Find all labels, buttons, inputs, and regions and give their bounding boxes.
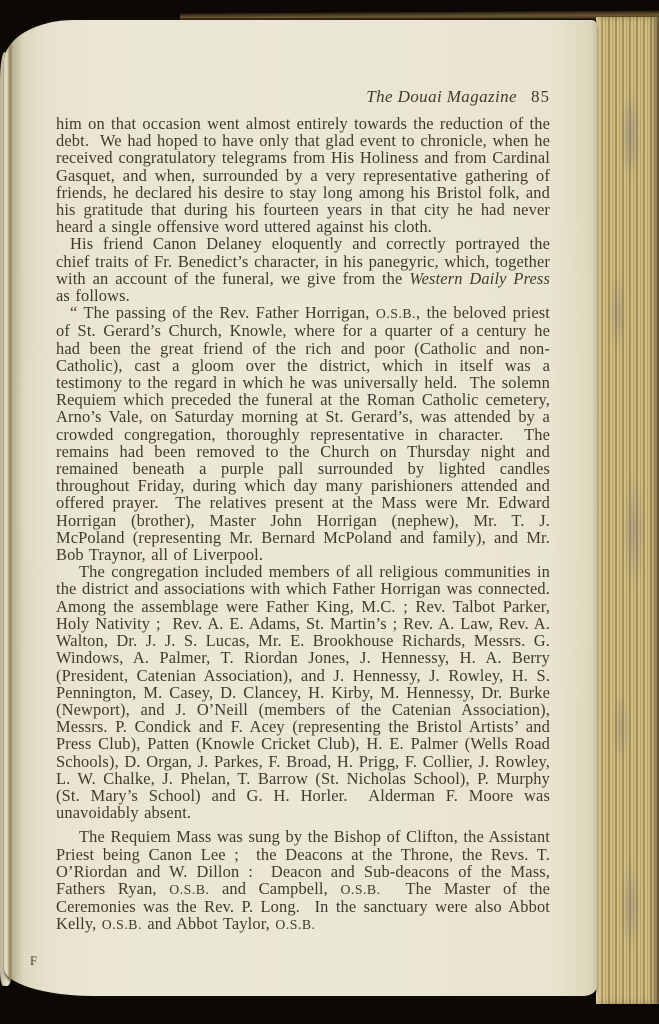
body-text-run: as follows. xyxy=(56,268,556,306)
book-page xyxy=(4,20,597,996)
page-body-text xyxy=(56,114,561,934)
body-text-run: The Master of the Ceremonies was the Rev. P. Long. In the sanctuary were also Abbot Kelly, xyxy=(56,878,556,934)
body-text-run: and Abbot Taylor, xyxy=(141,914,276,934)
paragraph xyxy=(56,827,556,934)
body-text-run: His friend Canon Delaney eloquently and correctly portrayed the chief traits of Fr. Benedict’s character, in his panegyric, which, together with an account of the funeral, we give from the xyxy=(56,234,556,288)
body-text-run: The congregation included members of all religious communities in the district and associations with which Father Horrigan was connected. Among the assemblage were Father King, M.C. ; Rev. Talbot Parker, Holy Nativity ; Rev. A. E. Adams, St. Martin’s ; Rev. A. Law, Rev. A. Walton, Dr. J. J. S. Lucas, Mr. E. Brookhouse Richards, Messrs. G. Windows, A. Palmer, T. Riordan Jones, J. Hennessy, H. A. Berry (President, Catenian Association), and J. Hennessy, J. Rowley, H. S. Pennington, M. Casey, D. Clancey, H. Kirby, M. Hennessy, Dr. Burke (Newport), and J. O’Neill (members of the Catenian Association), Messrs. P. Condick and F. Acey (representing the Bristol Artists’ and Press Club), Patten (Knowle Cricket Club), H. E. Palmer (Wells Road Schools), D. Organ, J. Parkes, F. Broad, H. Prigg, F. Collier, J. Rowley, L. W. Chalke, J. Phelan, T. Barrow (St. Nicholas School), P. Murphy (St. Mary’s School) and G. H. Horler. Alderman F. Moore was unavoidably absent. xyxy=(56,562,561,823)
paragraph xyxy=(56,114,556,237)
text-block xyxy=(56,86,561,934)
body-text-run: The Requiem Mass was sung by the Bishop of Clifton, the Assistant Priest being Canon Lee ; the Deacons at the Throne, the Revs. T. O’Riordan and W. Dillon : Deacon and Sub-deacons of the Mass, Fathers Ryan, xyxy=(56,827,556,898)
paragraph xyxy=(56,303,556,565)
signature-mark: F xyxy=(30,954,37,968)
magazine-title: The Douai Magazine xyxy=(366,87,517,106)
page-number: 85 xyxy=(531,87,550,106)
fore-edge-pages xyxy=(596,17,659,1004)
smallcaps-text: O.S.B. xyxy=(275,917,316,933)
smallcaps-text: O.S.B. xyxy=(169,881,210,897)
smallcaps-text: O.S.B. xyxy=(101,917,142,933)
body-text-run: , the beloved priest of St. Gerard’s Church, Knowle, where for a quarter of a century he had been the great friend of the rich and poor (Catholic and non-Catholic), cast a gloom over the district, which in itself was a testimony to the regard in which he was universally held. The solemn Requiem which preceded the funeral at the Roman Catholic cemetery, Arno’s Vale, on Saturday morning at St. Gerard’s, was attended by a crowded congregation, thoroughly representative in character. The remains had been removed to the Church on Thursday night and remained beneath a purple pall surrounded by lighted candles throughout Friday, during which day many parishioners attended and offered prayer. The relatives present at the Mass were Mr. Edward Horrigan (brother), Master John Horrigan (nephew), Mr. T. J. McPoland (representing Mr. Bernard McPoland and family), and Mr. Bob Traynor, all of Liverpool. xyxy=(56,303,556,565)
italic-text: Western Daily Press xyxy=(409,268,550,288)
smallcaps-text: O.S.B. xyxy=(375,306,416,322)
body-text-run: him on that occasion went almost entirely towards the reduction of the debt. We had hoped to have only that glad event to chronicle, when he received congratulatory telegrams from His Holiness and from Cardinal Gasquet, and when, surrounded by a very representative gathering of friends, he declared his desire to stay long among his Bristol folk, and his gratitude that during his fourteen years in that city he had never heard a single offensive word uttered against his cloth. xyxy=(56,114,556,237)
paragraph xyxy=(56,562,561,823)
running-header xyxy=(56,86,550,108)
smallcaps-text: O.S.B. xyxy=(340,881,381,897)
body-text-run: “ The passing of the Rev. Father Horrigan, xyxy=(70,303,376,323)
body-text-run: and Campbell, xyxy=(209,878,341,898)
paragraph xyxy=(56,234,556,306)
